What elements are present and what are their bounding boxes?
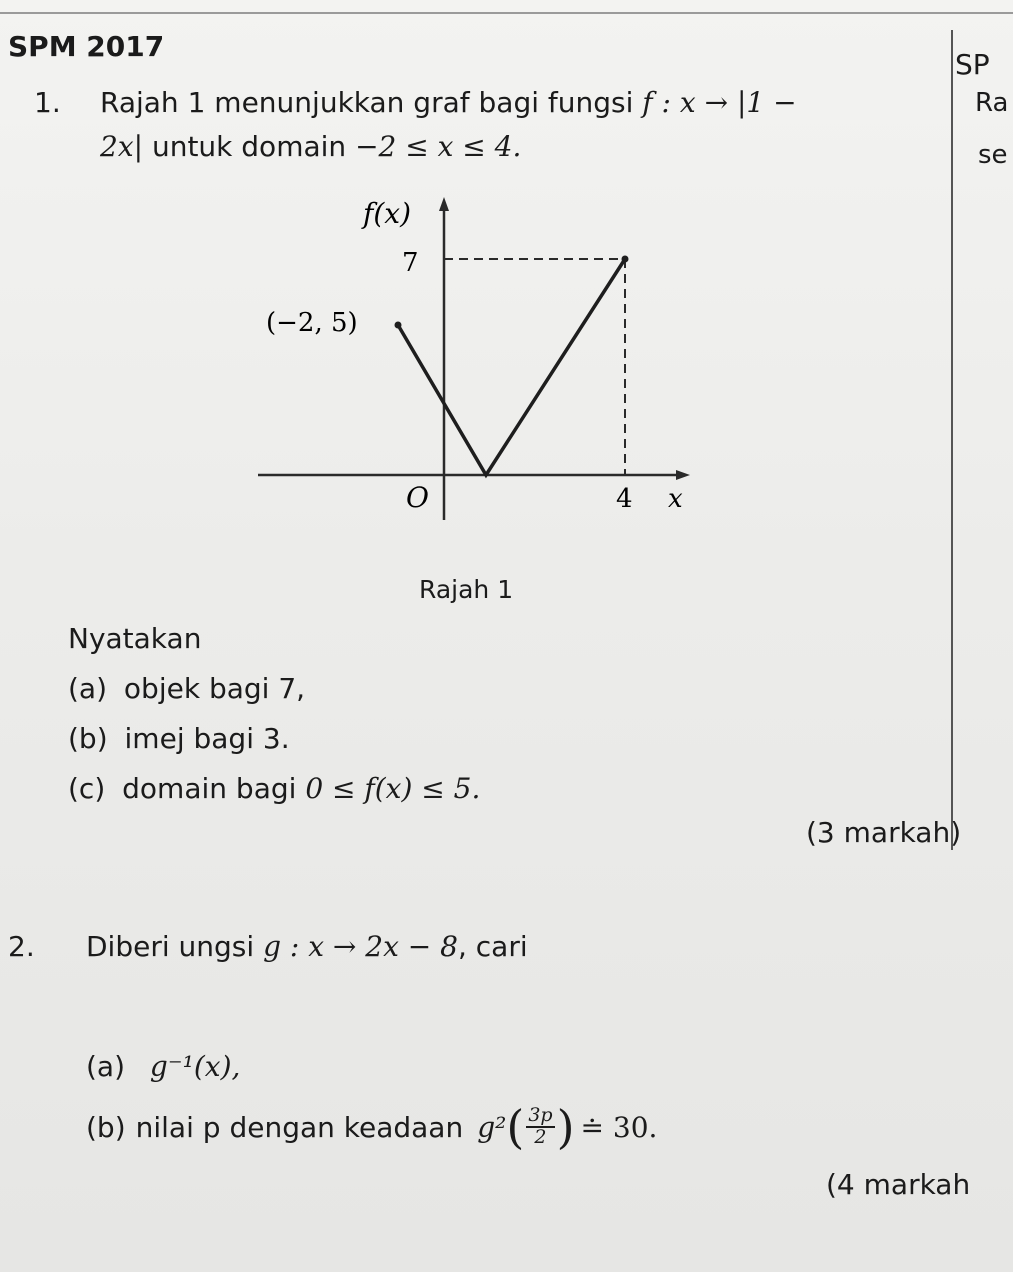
q1-domain: −2 ≤ x ≤ 4. [355,130,522,163]
q1-a-label: (a) [68,672,108,705]
q1-part-c [68,772,480,805]
q1-marks: (3 markah) [806,816,962,849]
graph-rajah-1 [250,185,710,540]
side-text-low: se [978,140,1008,170]
q2-b-eq: ≐ 30. [580,1110,658,1144]
column-divider [951,30,953,850]
right-paren: ) [556,1100,575,1154]
q2-b-label: (b) [86,1110,126,1144]
point-4-7 [622,256,629,263]
q2-b-text: nilai p dengan keadaan [135,1110,464,1144]
q1-c-math: 0 ≤ f(x) ≤ 5. [305,772,481,805]
q2-a-label: (a) [86,1050,126,1083]
point-minus-2-5 [395,322,402,329]
side-text-top: SP [955,48,990,81]
q2-intro-text: Diberi ungsi [86,930,255,963]
q1-b-text: imej bagi 3. [124,722,290,755]
exam-title: SPM 2017 [8,30,165,63]
fraction-numerator: 3p [528,1104,553,1127]
y-axis-arrow [439,197,449,211]
top-rule [0,12,1013,14]
q1-number: 1. [34,86,61,119]
q2-a-math: g⁻¹(x), [149,1050,241,1083]
q2-intro-end: , cari [457,930,528,963]
x-axis-label: x [668,484,683,514]
q1-line1-text: Rajah 1 menunjukkan graf bagi fungsi [100,86,634,119]
q2-intro [86,930,528,963]
q1-b-label: (b) [68,722,108,755]
q1-function: f : x → |1 − [642,86,797,119]
left-paren: ( [506,1100,525,1154]
x-tick-4: 4 [616,484,633,514]
q2-part-a [86,1050,240,1083]
q2-function: g : x → 2x − 8 [263,930,458,963]
q2-part-b [86,1100,657,1154]
q1-a-text: objek bagi 7, [123,672,306,705]
figure-caption: Rajah 1 [419,575,514,604]
q1-line2-math: 2x| [100,130,144,163]
q1-prompt: Nyatakan [68,622,202,655]
q2-b-g: g² [477,1110,507,1144]
function-curve [398,259,625,475]
q1-part-b [68,722,290,755]
fraction-3p-over-2 [526,1106,554,1148]
q1-c-label: (c) [68,772,106,805]
y-tick-7: 7 [402,248,419,278]
origin-label: O [406,481,429,514]
y-axis-label: f(x) [363,197,412,230]
q1-part-a [68,672,305,705]
side-text-mid: Ra [975,88,1009,118]
q1-line1 [100,86,797,119]
q2-number: 2. [8,930,35,963]
fraction-denominator: 2 [534,1126,547,1148]
point-label: (−2, 5) [266,308,358,338]
q1-line2-text: untuk domain [151,130,347,163]
q1-line2 [100,130,521,163]
q2-marks: (4 markah [826,1168,971,1201]
q1-c-text: domain bagi [122,772,297,805]
x-axis-arrow [676,470,690,480]
